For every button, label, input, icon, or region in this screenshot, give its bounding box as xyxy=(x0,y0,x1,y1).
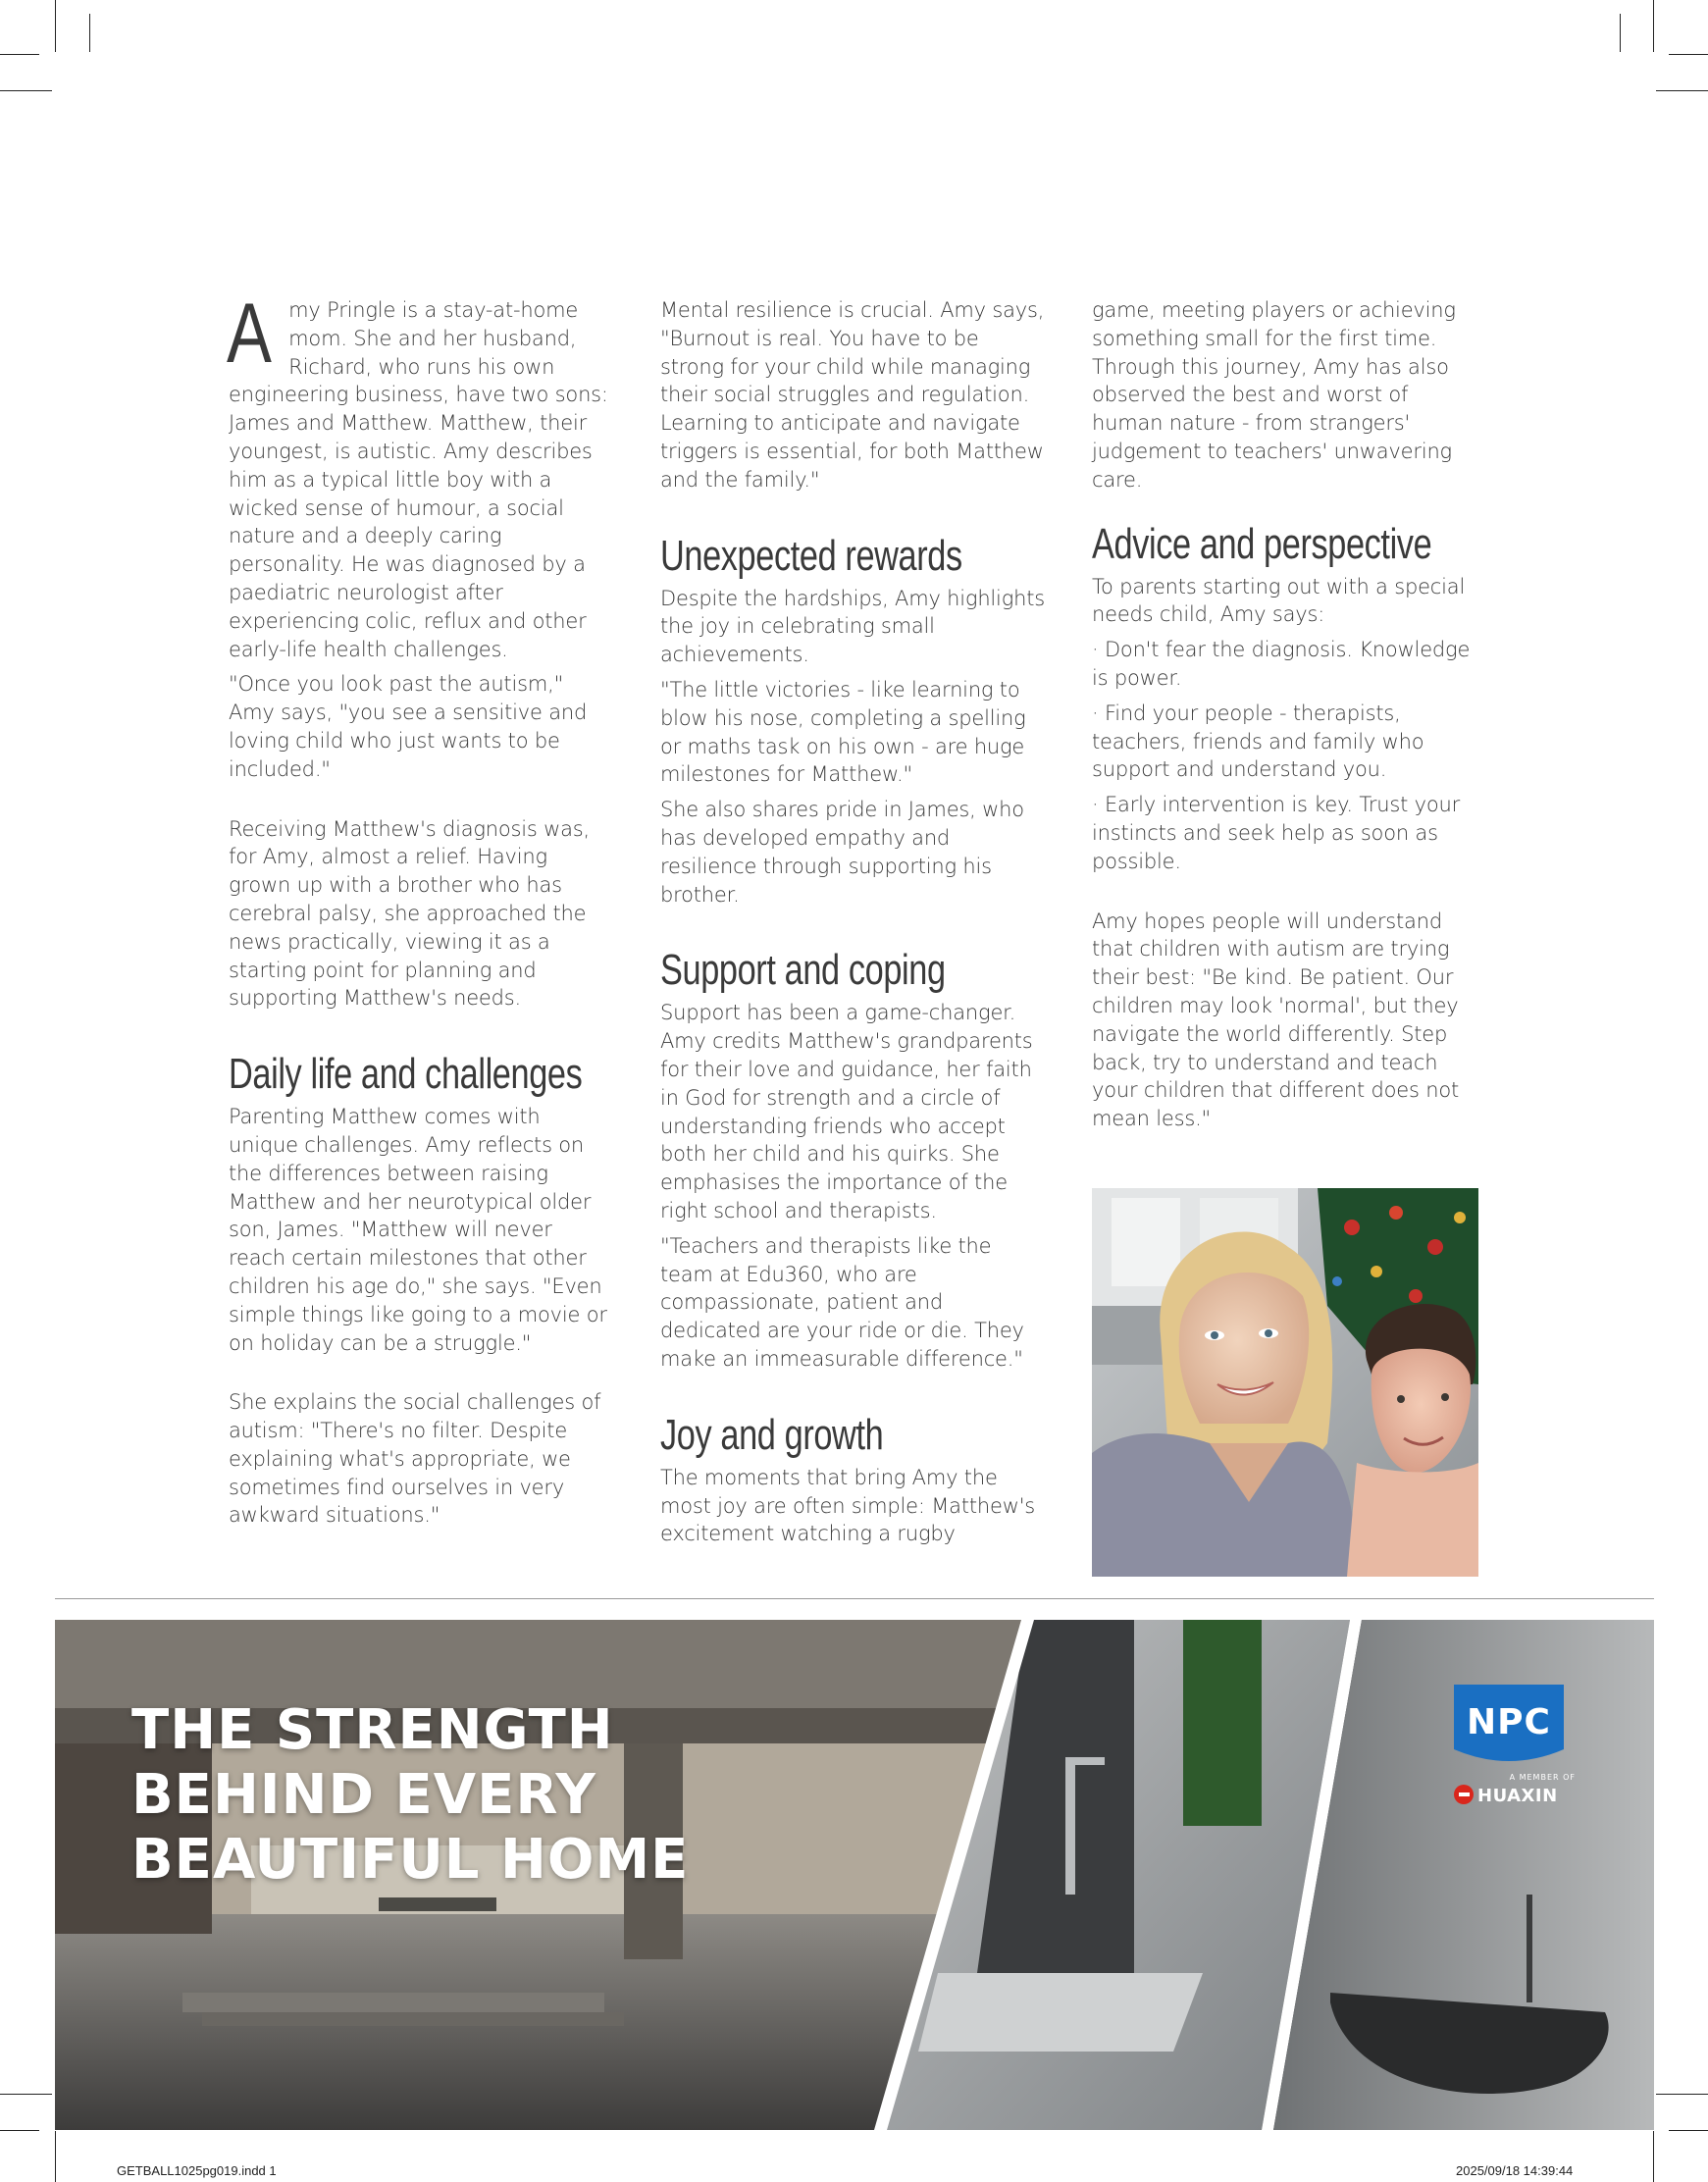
crop-mark xyxy=(1656,2094,1708,2095)
article-column-3 xyxy=(1092,296,1484,1140)
paragraph: game, meeting players or achieving something small for the first time. Through this journey, Amy has also observed the best and worst of human nature - from strangers' judgement to teachers' unwavering care. xyxy=(1092,298,1456,492)
paragraph: Receiving Matthew's diagnosis was, for Amy, almost a relief. Having grown up with a brother who has cerebral palsy, she approached the news practically, viewing it as a starting point for planning and supporting Matthew's needs. xyxy=(229,816,591,1011)
article-column-1 xyxy=(227,286,613,1536)
section-heading-advice: Advice and perspective xyxy=(1092,519,1432,568)
paragraph: Parenting Matthew comes with unique challenges. Amy reflects on the differences between raising Matthew and her neurotypical older son, James. "Matthew will never reach certain milestones that other children his age do," she says. "Even simple things like going to a movie or on holiday can be a struggle." xyxy=(229,1105,607,1355)
section-heading-unexpected-rewards: Unexpected rewards xyxy=(660,531,962,580)
npc-advertisement xyxy=(55,1620,1654,2130)
paragraph: She also shares pride in James, who has developed empathy and resilience through supporting his brother. xyxy=(660,798,1024,907)
slug-file: GETBALL1025pg019.indd 1 xyxy=(117,2163,277,2178)
paragraph: "Teachers and therapists like the team at Edu360, who are compassionate, patient and dedicated are your ride or die. They make an immeasurable difference." xyxy=(660,1233,1024,1371)
crop-mark xyxy=(0,2130,39,2131)
crop-mark xyxy=(1669,54,1708,55)
npc-logo xyxy=(1454,1685,1564,1767)
bullet-item: · Find your people - therapists, teachers, friends and family who support and understand you. xyxy=(1092,701,1424,782)
slug-timestamp: 2025/09/18 14:39:44 xyxy=(1456,2163,1574,2178)
member-of-label: A MEMBER OF xyxy=(1509,1773,1576,1782)
paragraph: "Once you look past the autism," Amy says, "you see a sensitive and loving child who just wants to be included." xyxy=(229,672,588,781)
crop-mark xyxy=(1653,2131,1654,2182)
huaxin-text: HUAXIN xyxy=(1477,1786,1558,1806)
amy-matthew-photo xyxy=(1092,1188,1478,1577)
paragraph: Support has been a game-changer. Amy credits Matthew's grandparents for their love and guidance, her faith in God for strength and a circle of understanding friends who accept both her child and his quirks. She emphasises the importance of the right school and therapists. xyxy=(660,1001,1033,1222)
paragraph: She explains the social challenges of autism: "There's no filter. Despite explaining what's appropriate, we sometimes find ourselves in very awkward situations." xyxy=(229,1390,601,1528)
intro-paragraph: Amy Pringle is a stay-at-home mom. She and her husband, Richard, who runs his own engineering business, have two sons: James and Matthew. Matthew, their youngest, is autistic. Amy describes him as a typical little boy with a wicked sense of humour, a social nature and a deeply caring personality. He was diagnosed by a paediatric neurologist after experiencing colic, reflux and other early-life health challenges. xyxy=(227,286,608,661)
crop-mark xyxy=(1669,2130,1708,2131)
paragraph: The moments that bring Amy the most joy are often simple: Matthew's excitement watching a rugby xyxy=(660,1465,1036,1546)
npc-logo-text: NPC xyxy=(1467,1702,1551,1742)
bullet-item: · Early intervention is key. Trust your instincts and seek help as soon as possible. xyxy=(1092,793,1461,873)
bullet-item: · Don't fear the diagnosis. Knowledge is power. xyxy=(1092,638,1471,690)
crop-mark xyxy=(1656,90,1708,91)
crop-mark xyxy=(55,0,56,52)
ad-headline-line: BEHIND EVERY xyxy=(131,1763,596,1827)
huaxin-logo xyxy=(1454,1785,1558,1806)
crop-mark xyxy=(55,2131,56,2182)
ad-headline xyxy=(131,1698,740,1893)
crop-mark xyxy=(89,14,90,52)
crop-mark xyxy=(1620,14,1621,52)
huaxin-icon xyxy=(1454,1785,1474,1804)
paragraph: Mental resilience is crucial. Amy says, "Burnout is real. You have to be strong for your child while managing their social struggles and regulation. Learning to anticipate and navigate triggers is essential, for both Matthew and the family." xyxy=(660,298,1045,492)
crop-mark xyxy=(0,90,52,91)
ad-headline-line: BEAUTIFUL HOME xyxy=(131,1828,690,1892)
paragraph: Amy hopes people will understand that children with autism are trying their best: "Be kind. Be patient. Our children may look 'normal', but they navigate the world differently. Step back, try to understand and teach your children that different does not mean less." xyxy=(1092,909,1460,1131)
section-heading-daily-life: Daily life and challenges xyxy=(229,1050,583,1099)
article-column-2 xyxy=(660,296,1049,1555)
crop-mark xyxy=(0,54,39,55)
divider xyxy=(55,1598,1654,1599)
crop-mark xyxy=(1653,0,1654,52)
drop-cap: A xyxy=(227,286,272,381)
paragraph: Despite the hardships, Amy highlights the joy in celebrating small achievements. xyxy=(660,586,1045,667)
section-heading-joy-growth: Joy and growth xyxy=(660,1410,884,1459)
ad-headline-line: THE STRENGTH xyxy=(131,1698,614,1762)
paragraph: To parents starting out with a special needs child, Amy says: xyxy=(1092,574,1466,627)
section-heading-support-coping: Support and coping xyxy=(660,946,946,995)
crop-mark xyxy=(0,2094,52,2095)
paragraph: "The little victories - like learning to blow his nose, completing a spelling or maths task on his own - are huge milestones for Matthew." xyxy=(660,677,1026,787)
